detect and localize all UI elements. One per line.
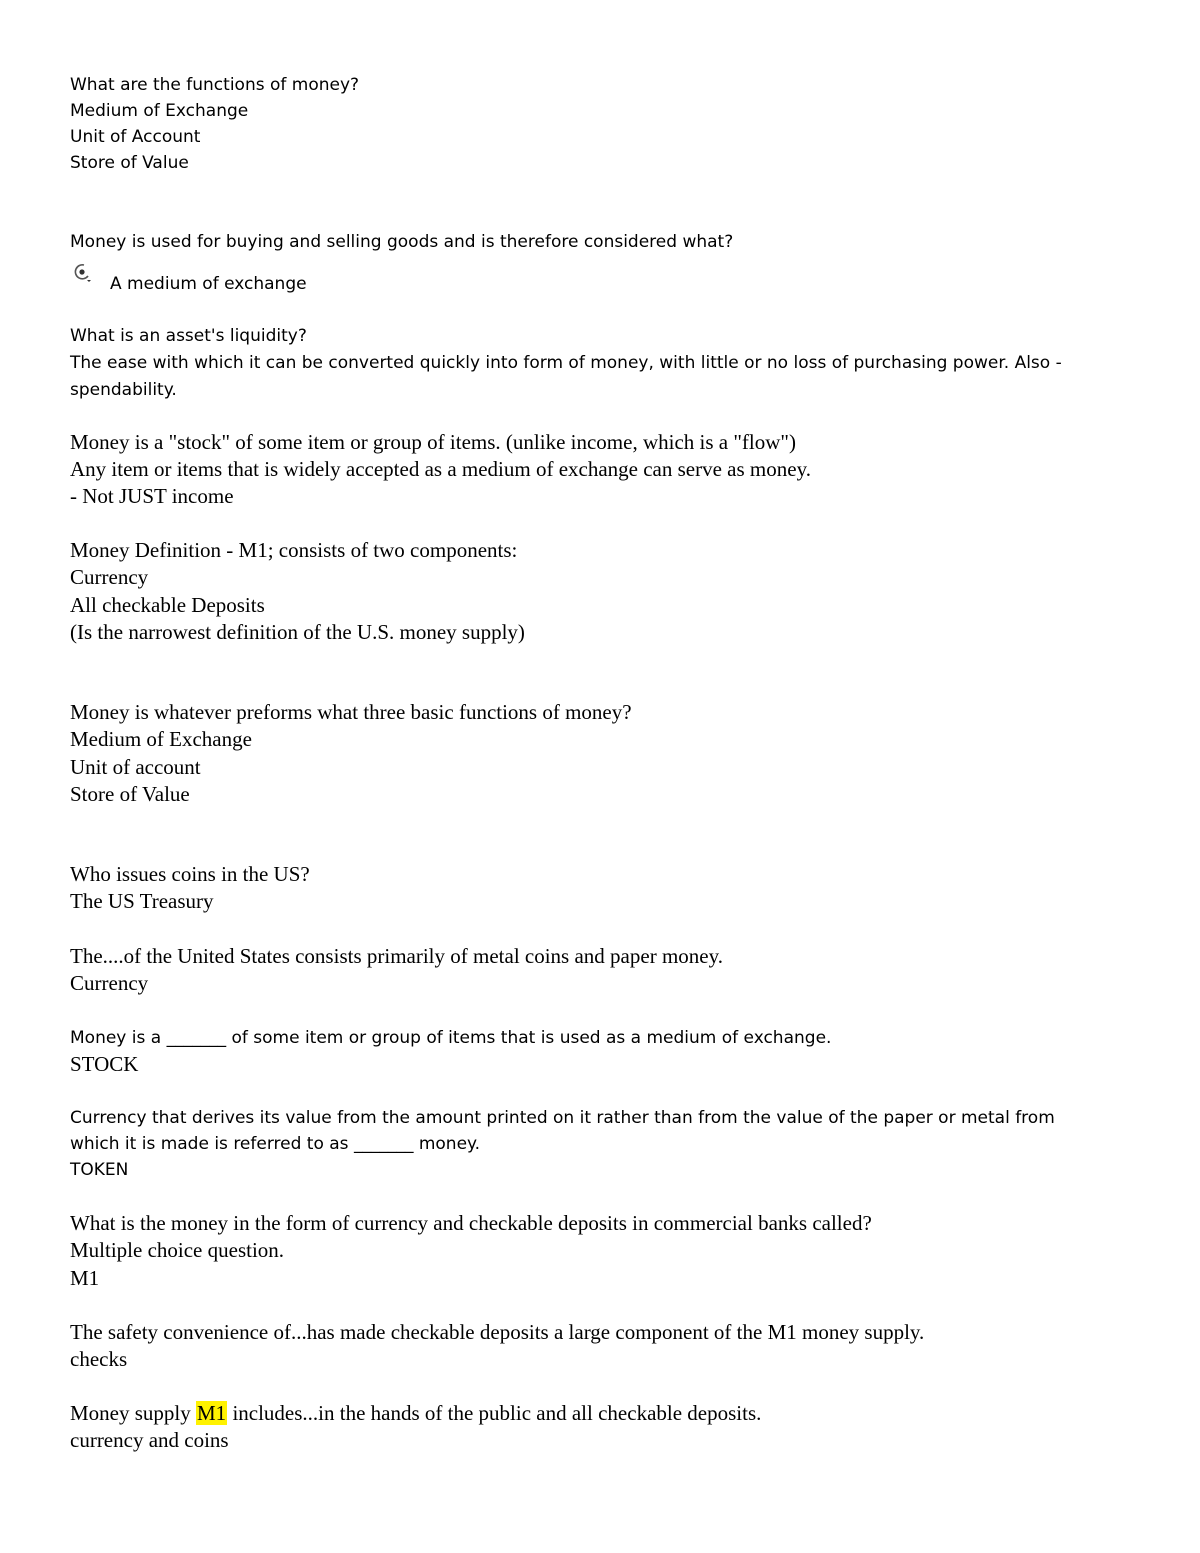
answer-line: spendability.	[70, 380, 177, 400]
statement-money-stock: Money is a "stock" of some item or group of items. (unlike income, which is a "flow")	[70, 430, 796, 454]
answer-line: M1	[70, 1266, 100, 1290]
question-medium-of-exchange: Money is used for buying and selling goods and is therefore considered what?	[70, 232, 734, 252]
question-text: Money supply	[70, 1401, 196, 1425]
definition-m1-title: Money Definition - M1; consists of two components:	[70, 538, 518, 562]
answer-line: The ease with which it can be converted quickly into form of money, with little or no loss of purchasing power. Also -	[70, 353, 1062, 373]
answer-line: Medium of Exchange	[70, 727, 252, 751]
answer-line: Store of Value	[70, 782, 190, 806]
question-line: which it is made is referred to as _______ money.	[70, 1134, 481, 1154]
answer-line: Unit of Account	[70, 127, 201, 147]
radio-choice-icon	[72, 262, 94, 284]
question-token-money: Currency that derives its value from the amount printed on it rather than from the value of the paper or metal from	[70, 1108, 1055, 1128]
answer-line: Medium of Exchange	[70, 101, 249, 121]
highlighted-term: M1	[197, 1401, 227, 1425]
statement-line: Any item or items that is widely accepted as a medium of exchange can serve as money.	[70, 457, 811, 481]
definition-note: (Is the narrowest definition of the U.S. money supply)	[70, 620, 525, 644]
answer-line: A medium of exchange	[110, 274, 307, 294]
question-three-functions: Money is whatever preforms what three basic functions of money?	[70, 700, 632, 724]
question-currency: The....of the United States consists primarily of metal coins and paper money.	[70, 944, 723, 968]
answer-line: Currency	[70, 971, 149, 995]
question-functions-of-money: What are the functions of money?	[70, 75, 360, 95]
question-liquidity: What is an asset's liquidity?	[70, 326, 307, 346]
question-m1: What is the money in the form of currency and checkable deposits in commercial banks called?	[70, 1211, 872, 1235]
question-stock: Money is a _______ of some item or group of items that is used as a medium of exchange.	[70, 1028, 832, 1048]
statement-line: - Not JUST income	[70, 484, 234, 508]
question-checks: The safety convenience of...has made checkable deposits a large component of the M1 money supply.	[70, 1320, 925, 1344]
question-money-supply-m1	[70, 1403, 761, 1424]
question-coins: Who issues coins in the US?	[70, 862, 310, 886]
answer-line: The US Treasury	[70, 889, 214, 913]
answer-line: Store of Value	[70, 153, 189, 173]
answer-line: TOKEN	[70, 1160, 129, 1180]
question-subtitle: Multiple choice question.	[70, 1238, 285, 1262]
answer-line: STOCK	[70, 1052, 139, 1076]
answer-line: Unit of account	[70, 755, 201, 779]
question-text: includes...in the hands of the public and all checkable deposits.	[227, 1401, 762, 1425]
answer-line: checks	[70, 1347, 128, 1371]
answer-line: currency and coins	[70, 1428, 229, 1452]
definition-item: All checkable Deposits	[70, 593, 265, 617]
definition-item: Currency	[70, 565, 149, 589]
